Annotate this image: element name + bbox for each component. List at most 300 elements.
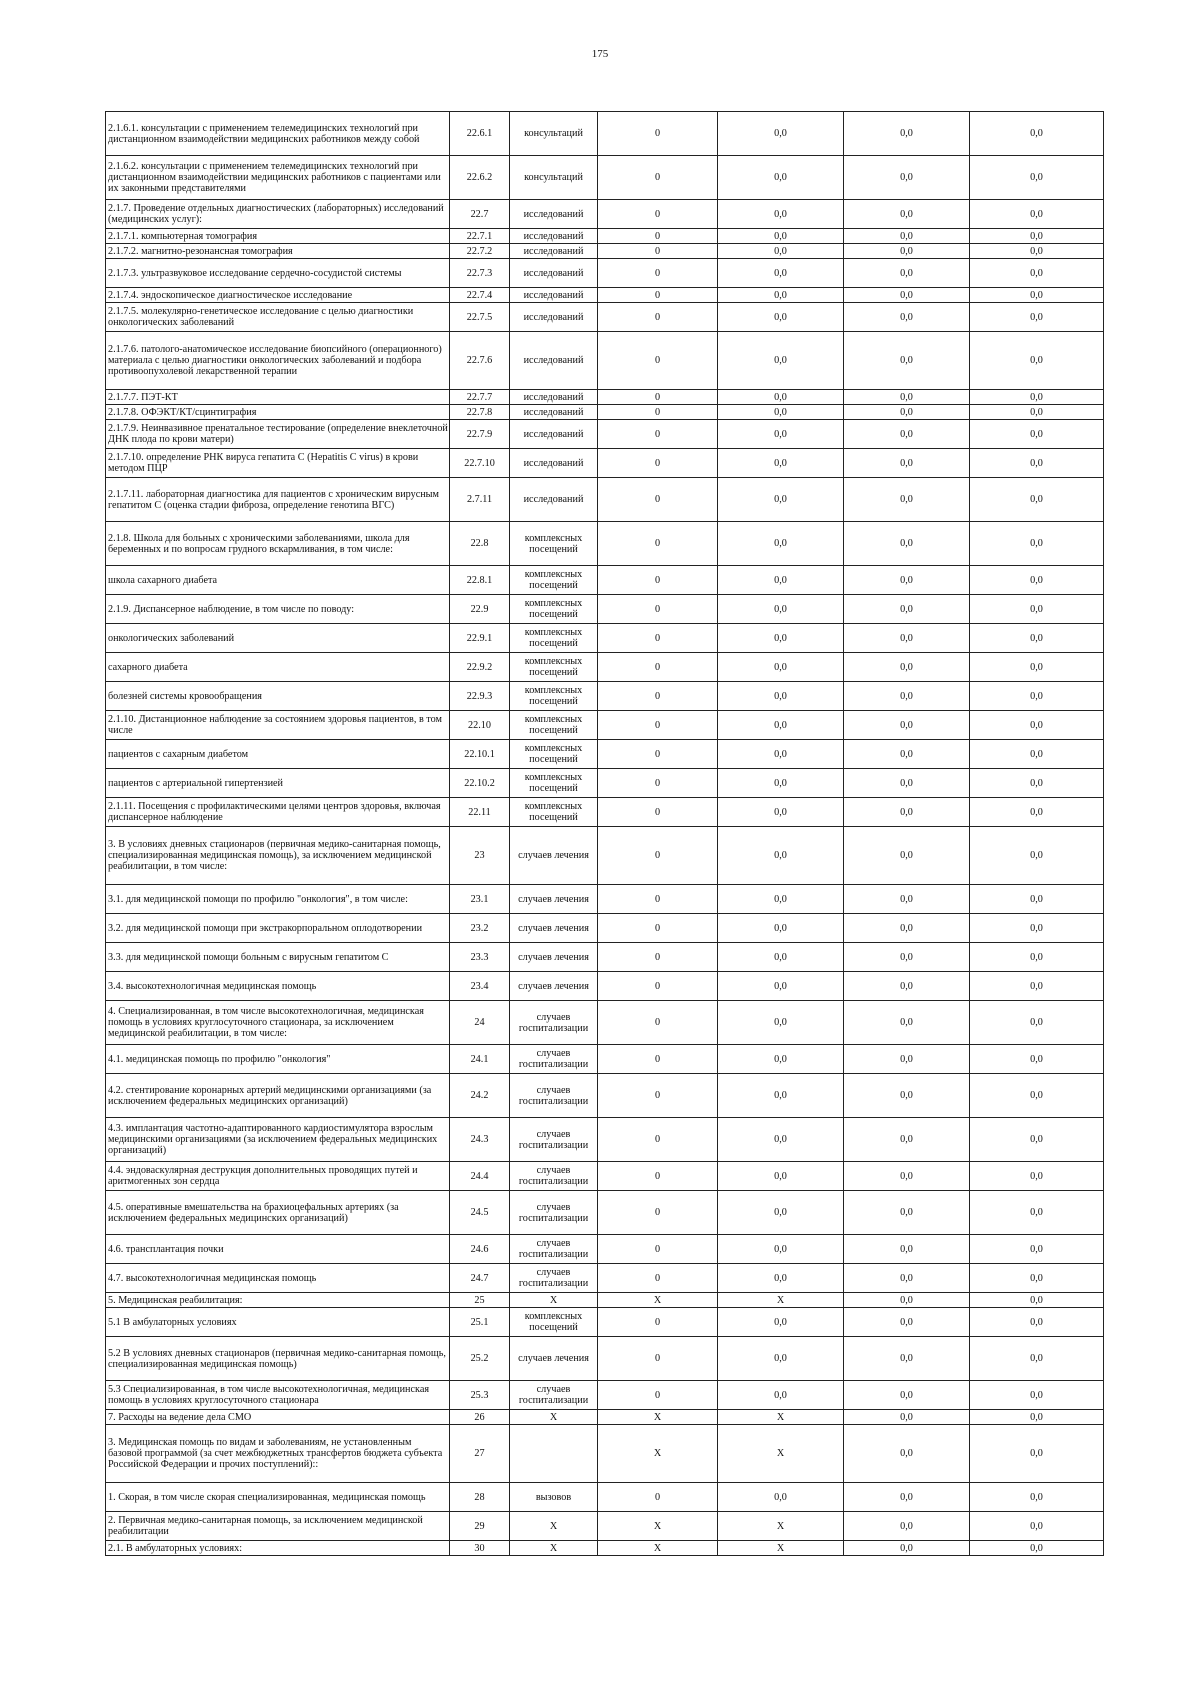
cell-value: 0: [598, 972, 718, 1001]
table-row: [106, 405, 1104, 420]
cell-value: 0,0: [718, 449, 844, 478]
cell-code: 22.9: [450, 595, 510, 624]
cell-value: 0,0: [970, 420, 1104, 449]
cell-value: 0,0: [970, 332, 1104, 390]
cell-unit: случаев госпитализации: [510, 1264, 598, 1293]
cell-value: X: [718, 1541, 844, 1556]
cell-value: 0,0: [970, 1541, 1104, 1556]
cell-name: болезней системы кровообращения: [106, 682, 450, 711]
cell-code: 22.7.2: [450, 244, 510, 259]
cell-value: 0,0: [970, 156, 1104, 200]
cell-value: 0: [598, 244, 718, 259]
cell-name: 2.1.9. Диспансерное наблюдение, в том числе по поводу:: [106, 595, 450, 624]
cell-unit: комплексных посещений: [510, 798, 598, 827]
cell-value: 0,0: [844, 566, 970, 595]
cell-value: 0: [598, 1308, 718, 1337]
cell-unit: исследований: [510, 244, 598, 259]
cell-value: 0: [598, 332, 718, 390]
cell-value: 0,0: [970, 682, 1104, 711]
cell-name: 2.1.7.2. магнитно-резонансная томография: [106, 244, 450, 259]
cell-name: 1. Скорая, в том числе скорая специализированная, медицинская помощь: [106, 1483, 450, 1512]
cell-code: 22.9.2: [450, 653, 510, 682]
cell-value: 0,0: [970, 624, 1104, 653]
cell-value: 0,0: [718, 1483, 844, 1512]
cell-value: 0,0: [718, 390, 844, 405]
cell-value: 0,0: [970, 303, 1104, 332]
table-row: [106, 522, 1104, 566]
cell-value: 0,0: [970, 711, 1104, 740]
cell-unit: X: [510, 1512, 598, 1541]
cell-code: 24: [450, 1001, 510, 1045]
cell-code: 23: [450, 827, 510, 885]
table-row: [106, 200, 1104, 229]
cell-value: 0,0: [970, 1264, 1104, 1293]
cell-unit: случаев лечения: [510, 885, 598, 914]
cell-unit: вызовов: [510, 1483, 598, 1512]
cell-value: 0,0: [844, 1235, 970, 1264]
cell-value: 0: [598, 405, 718, 420]
cell-value: 0,0: [970, 288, 1104, 303]
cell-unit: случаев госпитализации: [510, 1381, 598, 1410]
cell-name: 2.1.6.2. консультации с применением телемедицинских технологий при дистанционном взаимодействии медицинских работников с пациентами или их законными представителями: [106, 156, 450, 200]
cell-unit: случаев госпитализации: [510, 1235, 598, 1264]
cell-value: 0,0: [844, 522, 970, 566]
cell-value: 0,0: [718, 1162, 844, 1191]
cell-value: 0: [598, 112, 718, 156]
cell-value: 0,0: [844, 914, 970, 943]
cell-value: 0,0: [970, 478, 1104, 522]
cell-value: 0,0: [970, 449, 1104, 478]
table-row: [106, 1001, 1104, 1045]
cell-value: 0: [598, 1118, 718, 1162]
cell-unit: случаев госпитализации: [510, 1074, 598, 1118]
table-row: [106, 1410, 1104, 1425]
cell-value: 0: [598, 1045, 718, 1074]
cell-name: 4.3. имплантация частотно-адаптированного кардиостимулятора взрослым медицинскими организациями (за исключением федеральных медицинских организаций): [106, 1118, 450, 1162]
cell-name: 2.1.7.9. Неинвазивное пренатальное тестирование (определение внеклеточной ДНК плода по крови матери): [106, 420, 450, 449]
cell-value: 0,0: [718, 624, 844, 653]
cell-value: 0,0: [718, 740, 844, 769]
cell-name: 2.1.6.1. консультации с применением телемедицинских технологий при дистанционном взаимодействии медицинских работников между собой: [106, 112, 450, 156]
cell-code: 22.10: [450, 711, 510, 740]
cell-unit: [510, 1425, 598, 1483]
cell-value: 0,0: [718, 1191, 844, 1235]
cell-value: 0,0: [718, 1264, 844, 1293]
cell-value: X: [598, 1541, 718, 1556]
cell-value: 0,0: [844, 1264, 970, 1293]
table-row: [106, 244, 1104, 259]
cell-value: 0,0: [718, 522, 844, 566]
table-row: [106, 711, 1104, 740]
cell-unit: случаев лечения: [510, 972, 598, 1001]
cell-value: 0: [598, 1264, 718, 1293]
cell-value: 0,0: [844, 420, 970, 449]
cell-value: 0,0: [970, 914, 1104, 943]
cell-value: 0,0: [844, 1512, 970, 1541]
cell-unit: исследований: [510, 259, 598, 288]
table-row: [106, 112, 1104, 156]
table-row: [106, 943, 1104, 972]
cell-name: 2.1. В амбулаторных условиях:: [106, 1541, 450, 1556]
cell-unit: исследований: [510, 420, 598, 449]
cell-value: 0,0: [970, 1191, 1104, 1235]
cell-value: 0,0: [970, 769, 1104, 798]
cell-value: 0: [598, 1483, 718, 1512]
cell-code: 25.3: [450, 1381, 510, 1410]
cell-value: 0,0: [718, 972, 844, 1001]
cell-unit: случаев госпитализации: [510, 1045, 598, 1074]
cell-value: 0,0: [718, 769, 844, 798]
cell-value: X: [718, 1425, 844, 1483]
cell-value: 0,0: [718, 1308, 844, 1337]
cell-name: 5.2 В условиях дневных стационаров (первичная медико-санитарная помощь, специализированная медицинская помощь): [106, 1337, 450, 1381]
cell-name: 2.1.7. Проведение отдельных диагностических (лабораторных) исследований (медицинских услуг):: [106, 200, 450, 229]
cell-value: 0,0: [844, 1293, 970, 1308]
cell-value: 0,0: [844, 303, 970, 332]
cell-unit: случаев лечения: [510, 943, 598, 972]
table-row: [106, 653, 1104, 682]
cell-value: 0,0: [970, 595, 1104, 624]
cell-value: 0,0: [718, 827, 844, 885]
table-row: [106, 1118, 1104, 1162]
cell-code: 22.7.1: [450, 229, 510, 244]
cell-value: 0,0: [844, 1381, 970, 1410]
cell-value: 0,0: [718, 798, 844, 827]
cell-value: 0: [598, 682, 718, 711]
cell-code: 23.2: [450, 914, 510, 943]
table-row: [106, 332, 1104, 390]
cell-value: 0,0: [718, 653, 844, 682]
cell-name: 4.4. эндоваскулярная деструкция дополнительных проводящих путей и аритмогенных зон сердца: [106, 1162, 450, 1191]
cell-unit: случаев госпитализации: [510, 1162, 598, 1191]
cell-unit: X: [510, 1410, 598, 1425]
cell-value: 0,0: [970, 405, 1104, 420]
table-row: [106, 1293, 1104, 1308]
cell-value: 0,0: [844, 798, 970, 827]
cell-value: 0,0: [718, 1045, 844, 1074]
cell-unit: исследований: [510, 200, 598, 229]
cell-name: 2.1.7.6. патолого-анатомическое исследование биопсийного (операционного) материала с целью диагностики онкологических заболеваний и подбора противоопухолевой лекарственной терапии: [106, 332, 450, 390]
cell-value: 0,0: [844, 1191, 970, 1235]
table-row: [106, 1162, 1104, 1191]
cell-value: 0,0: [718, 682, 844, 711]
cell-value: 0,0: [970, 972, 1104, 1001]
cell-value: 0,0: [970, 1162, 1104, 1191]
cell-value: 0,0: [844, 405, 970, 420]
cell-unit: X: [510, 1541, 598, 1556]
cell-value: 0,0: [718, 229, 844, 244]
cell-unit: комплексных посещений: [510, 682, 598, 711]
cell-value: 0,0: [718, 244, 844, 259]
cell-unit: комплексных посещений: [510, 595, 598, 624]
cell-code: 22.7.3: [450, 259, 510, 288]
cell-value: 0,0: [970, 1074, 1104, 1118]
cell-name: 4.1. медицинская помощь по профилю "онкология": [106, 1045, 450, 1074]
cell-value: 0: [598, 156, 718, 200]
cell-value: 0: [598, 1235, 718, 1264]
cell-code: 22.8: [450, 522, 510, 566]
cell-value: 0,0: [970, 200, 1104, 229]
cell-value: 0: [598, 595, 718, 624]
cell-unit: случаев лечения: [510, 827, 598, 885]
cell-code: 22.10.1: [450, 740, 510, 769]
table-row: [106, 478, 1104, 522]
cell-value: 0,0: [718, 1337, 844, 1381]
cell-value: 0,0: [844, 1425, 970, 1483]
table-row: [106, 769, 1104, 798]
cell-value: 0: [598, 390, 718, 405]
cell-name: школа сахарного диабета: [106, 566, 450, 595]
table-row: [106, 740, 1104, 769]
cell-value: 0,0: [844, 885, 970, 914]
cell-value: 0: [598, 200, 718, 229]
cell-value: 0,0: [718, 303, 844, 332]
table-row: [106, 1264, 1104, 1293]
cell-value: 0,0: [844, 972, 970, 1001]
cell-name: 7. Расходы на ведение дела СМО: [106, 1410, 450, 1425]
cell-value: 0,0: [718, 1001, 844, 1045]
cell-unit: исследований: [510, 229, 598, 244]
cell-value: 0,0: [718, 288, 844, 303]
cell-value: 0,0: [970, 740, 1104, 769]
cell-name: сахарного диабета: [106, 653, 450, 682]
cell-code: 2.7.11: [450, 478, 510, 522]
cell-value: 0,0: [718, 943, 844, 972]
cell-name: 2.1.7.5. молекулярно-генетическое исследование с целью диагностики онкологических заболеваний: [106, 303, 450, 332]
cell-value: 0,0: [970, 1308, 1104, 1337]
table-row: [106, 972, 1104, 1001]
cell-value: 0: [598, 1074, 718, 1118]
cell-value: 0,0: [970, 244, 1104, 259]
table-row: [106, 827, 1104, 885]
table-row: [106, 156, 1104, 200]
cell-name: 3.1. для медицинской помощи по профилю "онкология", в том числе:: [106, 885, 450, 914]
cell-value: 0,0: [844, 827, 970, 885]
cell-value: 0,0: [844, 740, 970, 769]
cell-code: 22.7.10: [450, 449, 510, 478]
cell-unit: исследований: [510, 478, 598, 522]
table-row: [106, 1045, 1104, 1074]
cell-name: 4.6. трансплантация почки: [106, 1235, 450, 1264]
cell-code: 24.1: [450, 1045, 510, 1074]
cell-code: 24.5: [450, 1191, 510, 1235]
cell-value: 0,0: [718, 595, 844, 624]
table-row: [106, 1308, 1104, 1337]
cell-value: 0: [598, 769, 718, 798]
cell-name: 5.3 Специализированная, в том числе высокотехнологичная, медицинская помощь в условиях круглосуточного стационара: [106, 1381, 450, 1410]
table-row: [106, 1337, 1104, 1381]
cell-unit: случаев лечения: [510, 914, 598, 943]
cell-code: 23.4: [450, 972, 510, 1001]
cell-unit: X: [510, 1293, 598, 1308]
cell-value: 0,0: [970, 1235, 1104, 1264]
cell-value: 0,0: [844, 595, 970, 624]
cell-value: 0,0: [718, 405, 844, 420]
cell-name: 3. Медицинская помощь по видам и заболеваниям, не установленным базовой программой (за счет межбюджетных трансфертов бюджета субъекта Российской Федерации и прочих поступлений)::: [106, 1425, 450, 1483]
cell-code: 22.7.5: [450, 303, 510, 332]
cell-value: 0,0: [970, 1512, 1104, 1541]
cell-value: 0,0: [718, 156, 844, 200]
cell-name: 2.1.8. Школа для больных с хроническими заболеваниями, школа для беременных и по вопросам грудного вскармливания, в том числе:: [106, 522, 450, 566]
cell-value: 0,0: [844, 288, 970, 303]
cell-code: 22.8.1: [450, 566, 510, 595]
cell-code: 22.11: [450, 798, 510, 827]
cell-value: 0,0: [970, 259, 1104, 288]
table-row: [106, 1381, 1104, 1410]
cell-unit: исследований: [510, 449, 598, 478]
cell-unit: консультаций: [510, 156, 598, 200]
cell-value: 0,0: [718, 332, 844, 390]
table-row: [106, 420, 1104, 449]
cell-name: 2.1.10. Дистанционное наблюдение за состоянием здоровья пациентов, в том числе: [106, 711, 450, 740]
cell-value: 0,0: [970, 1410, 1104, 1425]
cell-value: 0: [598, 1162, 718, 1191]
cell-value: 0,0: [844, 1162, 970, 1191]
cell-value: 0: [598, 1191, 718, 1235]
cell-value: 0: [598, 914, 718, 943]
cell-code: 22.7: [450, 200, 510, 229]
cell-unit: комплексных посещений: [510, 769, 598, 798]
cell-value: 0,0: [970, 943, 1104, 972]
cell-value: 0,0: [844, 112, 970, 156]
cell-unit: случаев госпитализации: [510, 1001, 598, 1045]
cell-value: 0,0: [970, 885, 1104, 914]
cell-unit: исследований: [510, 405, 598, 420]
cell-value: X: [598, 1410, 718, 1425]
cell-value: 0,0: [844, 653, 970, 682]
cell-value: 0,0: [844, 449, 970, 478]
cell-value: 0,0: [970, 653, 1104, 682]
cell-value: 0: [598, 711, 718, 740]
cell-value: 0,0: [844, 711, 970, 740]
cell-unit: исследований: [510, 288, 598, 303]
cell-name: 2.1.7.1. компьютерная томография: [106, 229, 450, 244]
cell-value: 0: [598, 827, 718, 885]
cell-value: 0,0: [844, 1337, 970, 1381]
cell-value: X: [598, 1512, 718, 1541]
cell-value: 0: [598, 303, 718, 332]
cell-value: 0,0: [970, 566, 1104, 595]
cell-name: 4.7. высокотехнологичная медицинская помощь: [106, 1264, 450, 1293]
cell-value: 0: [598, 740, 718, 769]
cell-value: 0: [598, 1381, 718, 1410]
cell-name: 2.1.7.8. ОФЭКТ/КТ/сцинтиграфия: [106, 405, 450, 420]
cell-value: 0,0: [844, 259, 970, 288]
cell-code: 28: [450, 1483, 510, 1512]
cell-unit: случаев лечения: [510, 1337, 598, 1381]
cell-value: 0,0: [970, 112, 1104, 156]
cell-value: 0,0: [970, 1483, 1104, 1512]
cell-name: пациентов с сахарным диабетом: [106, 740, 450, 769]
cell-value: 0,0: [718, 1235, 844, 1264]
cell-name: 4.5. оперативные вмешательства на брахиоцефальных артериях (за исключением федеральных медицинских организаций): [106, 1191, 450, 1235]
cell-code: 22.7.7: [450, 390, 510, 405]
cell-code: 25: [450, 1293, 510, 1308]
cell-value: 0,0: [970, 1337, 1104, 1381]
cell-unit: случаев госпитализации: [510, 1118, 598, 1162]
cell-name: 3.3. для медицинской помощи больным с вирусным гепатитом С: [106, 943, 450, 972]
cell-name: пациентов с артериальной гипертензией: [106, 769, 450, 798]
cell-value: 0,0: [718, 1074, 844, 1118]
cell-unit: комплексных посещений: [510, 624, 598, 653]
cell-name: 5.1 В амбулаторных условиях: [106, 1308, 450, 1337]
cell-name: 4. Специализированная, в том числе высокотехнологичная, медицинская помощь в условиях круглосуточного стационара, за исключением медицинской реабилитации, в том числе:: [106, 1001, 450, 1045]
table-row: [106, 1425, 1104, 1483]
table-row: [106, 914, 1104, 943]
cell-code: 25.2: [450, 1337, 510, 1381]
cell-value: 0,0: [970, 1045, 1104, 1074]
cell-name: 2. Первичная медико-санитарная помощь, за исключением медицинской реабилитации: [106, 1512, 450, 1541]
cell-code: 24.4: [450, 1162, 510, 1191]
cell-unit: исследований: [510, 303, 598, 332]
cell-value: 0,0: [718, 711, 844, 740]
cell-value: 0,0: [844, 1118, 970, 1162]
cell-code: 22.6.1: [450, 112, 510, 156]
table-row: [106, 566, 1104, 595]
table-row: [106, 1483, 1104, 1512]
cell-value: X: [718, 1512, 844, 1541]
cell-code: 30: [450, 1541, 510, 1556]
cell-value: 0,0: [718, 914, 844, 943]
table-row: [106, 885, 1104, 914]
table-body: [106, 112, 1104, 1556]
cell-code: 22.7.6: [450, 332, 510, 390]
cell-value: 0,0: [718, 478, 844, 522]
table-row: [106, 449, 1104, 478]
cell-name: 2.1.11. Посещения с профилактическими целями центров здоровья, включая диспансерное наблюдение: [106, 798, 450, 827]
cell-value: 0,0: [844, 1001, 970, 1045]
cell-value: 0: [598, 229, 718, 244]
cell-value: 0,0: [844, 1541, 970, 1556]
table-row: [106, 682, 1104, 711]
cell-code: 25.1: [450, 1308, 510, 1337]
cell-unit: комплексных посещений: [510, 1308, 598, 1337]
cell-value: 0,0: [718, 566, 844, 595]
cell-value: 0: [598, 653, 718, 682]
cell-name: 4.2. стентирование коронарных артерий медицинскими организациями (за исключением федеральных медицинских организаций): [106, 1074, 450, 1118]
cell-code: 22.7.9: [450, 420, 510, 449]
cell-name: 5. Медицинская реабилитация:: [106, 1293, 450, 1308]
cell-value: 0,0: [970, 827, 1104, 885]
table-row: [106, 1191, 1104, 1235]
table-row: [106, 624, 1104, 653]
cell-name: 2.1.7.10. определение РНК вируса гепатита С (Hepatitis C virus) в крови методом ПЦР: [106, 449, 450, 478]
table-row: [106, 798, 1104, 827]
cell-value: 0: [598, 798, 718, 827]
cell-unit: комплексных посещений: [510, 711, 598, 740]
cell-code: 23.3: [450, 943, 510, 972]
cell-code: 26: [450, 1410, 510, 1425]
table-row: [106, 1074, 1104, 1118]
cell-unit: комплексных посещений: [510, 522, 598, 566]
cell-name: 2.1.7.3. ультразвуковое исследование сердечно-сосудистой системы: [106, 259, 450, 288]
cell-unit: случаев госпитализации: [510, 1191, 598, 1235]
cell-name: 3. В условиях дневных стационаров (первичная медико-санитарная помощь, специализированная медицинская помощь), за исключением медицинской реабилитации, в том числе:: [106, 827, 450, 885]
table-row: [106, 229, 1104, 244]
cell-value: 0,0: [970, 798, 1104, 827]
table-row: [106, 288, 1104, 303]
cell-value: X: [718, 1293, 844, 1308]
cell-name: 3.4. высокотехнологичная медицинская помощь: [106, 972, 450, 1001]
cell-value: X: [718, 1410, 844, 1425]
cell-code: 24.2: [450, 1074, 510, 1118]
table-row: [106, 259, 1104, 288]
cell-value: 0: [598, 288, 718, 303]
cell-code: 22.7.8: [450, 405, 510, 420]
cell-value: 0: [598, 943, 718, 972]
cell-value: 0: [598, 624, 718, 653]
cell-value: 0,0: [970, 390, 1104, 405]
